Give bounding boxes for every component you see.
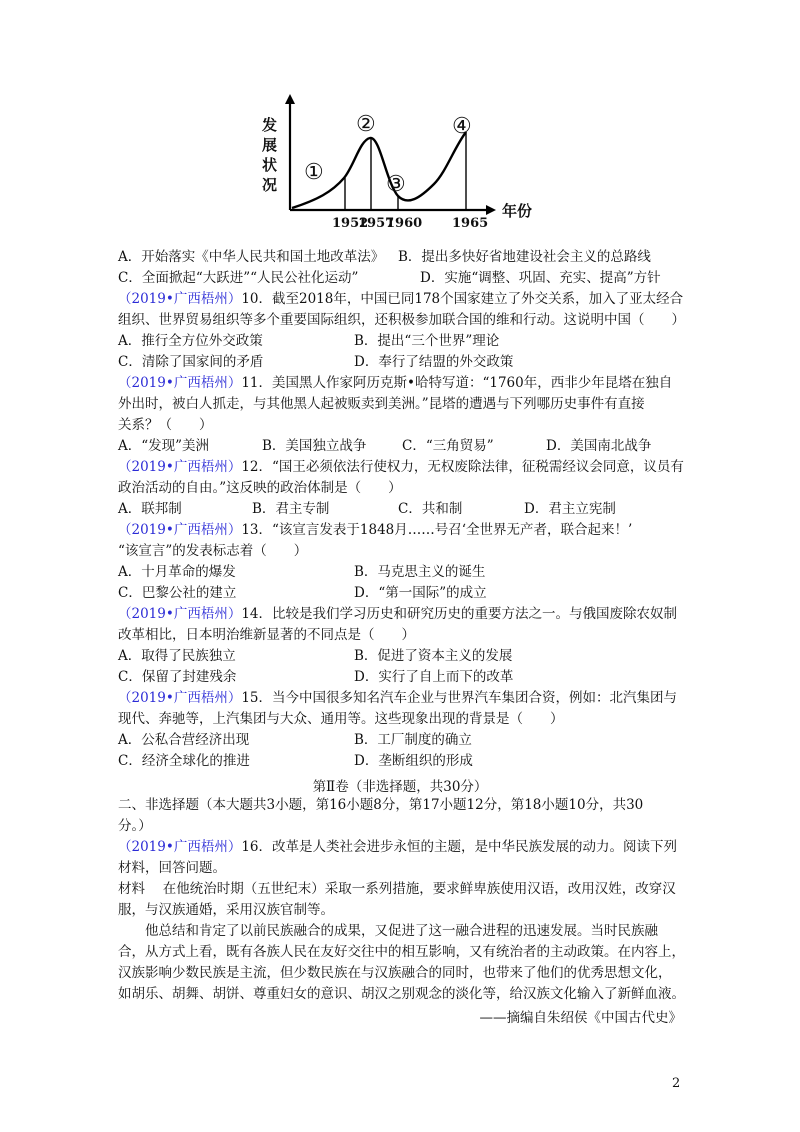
q14-option-b: B．促进了资本主义的发展 <box>354 648 513 664</box>
q12-option-b: B．君主专制 <box>252 501 330 517</box>
q16-material-line: 服，与汉族通婚，采用汉族官制等。 <box>118 902 334 918</box>
q12-option-d: D．君主立宪制 <box>524 501 616 517</box>
source-tag: （2019•广西梧州） <box>118 839 242 855</box>
q9-option-b: B．提出多快好省地建设社会主义的总路线 <box>398 249 651 265</box>
q11-stem-line: 关系？（ ） <box>118 417 213 433</box>
q9-option-a: A．开始落实《中华人民共和国土地改革法》 <box>118 249 385 265</box>
q16-stem-line: （2019•广西梧州）16．改革是人类社会进步永恒的主题，是中华民族发展的动力。阅读下列 <box>118 839 678 855</box>
q15-option-d: D．垄断组织的形成 <box>354 753 473 769</box>
q11-option-c: C．“三角贸易” <box>402 438 494 454</box>
q16-stem-line: 材料，回答问题。 <box>118 860 226 876</box>
y-axis-label-char: 展 <box>262 136 278 154</box>
point-marker: ③ <box>386 172 406 197</box>
q10-option-c: C．清除了国家间的矛盾 <box>118 354 264 370</box>
q14-option-c: C．保留了封建残余 <box>118 669 237 685</box>
part2-heading-line: 分。） <box>118 818 152 834</box>
page-number: 2 <box>672 1076 681 1091</box>
q16-material-line: 他总结和肯定了以前民族融合的成果，又促进了这一融合进程的迅速发展。当时民族融 <box>118 923 658 939</box>
y-axis-arrow <box>285 94 295 104</box>
source-tag: （2019•广西梧州） <box>118 606 242 622</box>
q11-option-b: B．美国独立战争 <box>262 438 367 454</box>
q11-stem-line: （2019•广西梧州）11．美国黑人作家阿历克斯•哈特写道：“1760年，西非少年昆塔在独自 <box>118 375 673 391</box>
y-axis-label-char: 况 <box>262 176 278 194</box>
q14-option-d: D．实行了自上而下的改革 <box>354 669 514 685</box>
q10-stem-line: 组织、世界贸易组织等多个重要国际组织，还积极参加联合国的维和行动。这说明中国（ ） <box>118 312 685 328</box>
q15-option-b: B．工厂制度的确立 <box>354 732 472 748</box>
q16-material-line: 合，从方式上看，既有各族人民在友好交往中的相互影响，又有统治者的主动政策。在内容上， <box>118 944 685 960</box>
q14-stem-line: （2019•广西梧州）14．比较是我们学习历史和研究历史的重要方法之一。与俄国废除农奴制 <box>118 606 678 622</box>
q16-material-line: 如胡乐、胡舞、胡饼、尊重妇女的意识、胡汉之别观念的淡化等，给汉族文化输入了新鲜血液。 <box>118 986 685 1002</box>
q12-option-a: A．联邦制 <box>118 501 182 517</box>
y-axis-label-char: 状 <box>262 156 278 174</box>
q11-option-d: D．美国南北战争 <box>546 438 652 454</box>
q12-option-c: C．共和制 <box>398 501 463 517</box>
q12-stem-line: （2019•广西梧州）12．“国王必须依法行使权力，无权废除法律，征税需经议会同意，议员有 <box>118 459 684 475</box>
q16-citation: ——摘编自朱绍侯《中国古代史》 <box>479 1010 682 1026</box>
q11-option-a: A．“发现”美洲 <box>118 438 210 454</box>
q14-option-a: A．取得了民族独立 <box>118 648 236 664</box>
q15-stem-line: （2019•广西梧州）15．当今中国很多知名汽车企业与世界汽车集团合资，例如：北汽集团与 <box>118 690 678 706</box>
source-tag: （2019•广西梧州） <box>118 291 242 307</box>
q13-stem-line: “该宣言”的发表标志着（ ） <box>118 543 308 559</box>
q10-option-a: A．推行全方位外交政策 <box>118 333 263 349</box>
tick-label: 1965 <box>452 216 489 231</box>
q10-stem-line: （2019•广西梧州）10．截至2018年，中国已同178个国家建立了外交关系，加入了亚太经合 <box>118 291 684 307</box>
point-marker: ④ <box>452 114 472 139</box>
development-curve-figure <box>262 92 562 242</box>
source-tag: （2019•广西梧州） <box>118 690 242 706</box>
tick-label: 1960 <box>386 216 423 231</box>
q15-option-a: A．公私合营经济出现 <box>118 732 250 748</box>
y-axis-label-char: 发 <box>262 116 278 134</box>
q14-stem-line: 改革相比，日本明治维新显著的不同点是（ ） <box>118 627 415 643</box>
source-tag: （2019•广西梧州） <box>118 375 242 391</box>
x-axis-arrow <box>486 205 496 215</box>
tick-label: 1952 <box>332 216 369 231</box>
q10-option-b: B．提出“三个世界”理论 <box>354 333 500 349</box>
q16-material-line: 材料 在他统治时期（五世纪末）采取一系列措施，要求鲜卑族使用汉语，改用汉姓，改穿汉 <box>118 881 676 897</box>
q13-option-c: C．巴黎公社的建立 <box>118 585 237 601</box>
q10-option-d: D．奉行了结盟的外交政策 <box>354 354 514 370</box>
source-tag: （2019•广西梧州） <box>118 522 242 538</box>
part2-heading-line: 二、非选择题（本大题共3小题，第16小题8分，第17小题12分，第18小题10分，共30 <box>118 797 644 813</box>
source-tag: （2019•广西梧州） <box>118 459 242 475</box>
q13-option-a: A．十月革命的爆发 <box>118 564 236 580</box>
q12-stem-line: 政治活动的自由。”这反映的政治体制是（ ） <box>118 480 402 496</box>
part2-title: 第Ⅱ卷（非选择题，共30分） <box>312 779 488 795</box>
q13-option-b: B．马克思主义的诞生 <box>354 564 486 580</box>
q13-stem-line: （2019•广西梧州）13．“该宣言发表于1848月……号召‘全世界无产者，联合起来！’ <box>118 522 633 538</box>
point-marker: ② <box>356 112 376 137</box>
x-axis-label: 年份 <box>502 202 533 220</box>
q11-stem-line: 外出时，被白人抓走，与其他黑人起被贩卖到美洲。”昆塔的遭遇与下列哪历史事件有直接 <box>118 396 645 412</box>
q9-option-c: C．全面掀起“大跃进”“人民公社化运动” <box>118 270 359 286</box>
q9-option-d: D．实施“调整、巩固、充实、提高”方针 <box>420 270 661 286</box>
tick-label: 1957 <box>358 216 395 231</box>
q13-option-d: D．“第一国际”的成立 <box>354 585 487 601</box>
q15-stem-line: 现代、奔驰等，上汽集团与大众、通用等。这些现象出现的背景是（ ） <box>118 711 564 727</box>
q15-option-c: C．经济全球化的推进 <box>118 753 250 769</box>
point-marker: ① <box>304 160 324 185</box>
q16-material-line: 汉族影响少数民族是主流，但少数民族在与汉族融合的同时，也带来了他们的优秀思想文化， <box>118 965 672 981</box>
